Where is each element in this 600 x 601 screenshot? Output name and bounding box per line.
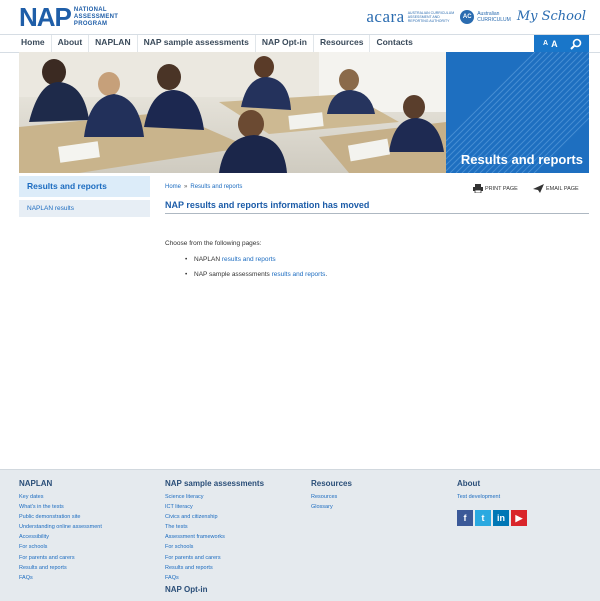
footer-link[interactable]: Results and reports	[19, 564, 67, 571]
printer-icon	[473, 184, 483, 193]
email-page-label: EMAIL PAGE	[546, 185, 579, 192]
main-nav	[0, 34, 600, 53]
print-page-label: PRINT PAGE	[485, 185, 518, 192]
myschool-logo[interactable]: My School	[516, 9, 586, 24]
breadcrumb	[165, 184, 242, 190]
footer-link[interactable]: FAQs	[19, 574, 33, 581]
acara-sub-2: ASSESSMENT AND	[407, 14, 440, 19]
footer-link[interactable]: Glossary	[311, 504, 333, 511]
font-size-small-button[interactable]: A	[543, 40, 549, 47]
footer-heading[interactable]: Resources	[311, 479, 352, 488]
social-links	[457, 510, 527, 526]
logo-wordmark: NAP	[19, 2, 71, 32]
footer-link[interactable]: Test development	[457, 494, 501, 500]
footer-heading[interactable]: NAPLAN	[19, 479, 53, 488]
intro-text: Choose from the following pages:	[165, 240, 262, 247]
nav-about[interactable]: About	[52, 35, 90, 52]
logo-subtitle	[74, 7, 118, 28]
classroom-photo	[19, 52, 446, 173]
page-tools	[534, 35, 589, 52]
acara-subtitle	[408, 11, 454, 23]
footer-link[interactable]: Resources	[311, 494, 338, 500]
ac-text-1: Australian	[477, 10, 500, 17]
print-page-button[interactable]	[473, 184, 518, 193]
nav-resources[interactable]: Resources	[314, 35, 370, 52]
nav-nap-opt-in[interactable]: NAP Opt-in	[256, 35, 314, 52]
footer-link[interactable]: ICT literacy	[165, 504, 193, 511]
banner-title: Results and reports	[460, 152, 583, 167]
partner-logos	[366, 8, 586, 25]
footer-link[interactable]: Key dates	[19, 494, 44, 500]
facebook-icon[interactable]: f	[457, 510, 473, 526]
nav-home[interactable]: Home	[15, 35, 52, 52]
footer-link[interactable]: FAQs	[165, 574, 179, 581]
nap-logo[interactable]	[19, 4, 118, 30]
paper-plane-icon	[533, 184, 544, 193]
list-item-suffix: .	[325, 271, 328, 278]
acara-sub-1: AUSTRALIAN CURRICULUM	[407, 10, 455, 15]
sidebar-item-naplan-results[interactable]: NAPLAN results	[19, 200, 150, 217]
nav-items	[15, 35, 419, 52]
breadcrumb-separator-icon: »	[184, 184, 188, 190]
nap-sample-results-link[interactable]: results and reports	[271, 271, 326, 278]
list-item-prefix: NAP sample assessments	[194, 271, 272, 278]
list-item	[185, 255, 327, 270]
footer-link[interactable]: What's in the tests	[19, 504, 64, 511]
footer-link[interactable]: The tests	[165, 524, 188, 531]
nav-contacts[interactable]: Contacts	[376, 37, 413, 47]
hero-banner	[19, 52, 589, 173]
footer-link[interactable]: Science literacy	[165, 494, 204, 500]
nav-nap-sample-assessments[interactable]: NAP sample assessments	[138, 35, 256, 52]
site-header	[0, 0, 600, 34]
banner-title-panel	[446, 52, 589, 173]
site-footer	[0, 469, 600, 601]
search-icon[interactable]	[570, 38, 582, 50]
page-title: NAP results and reports information has moved	[165, 200, 370, 210]
title-divider	[165, 213, 589, 214]
footer-heading[interactable]: About	[457, 479, 481, 488]
logo-line-1: NATIONAL	[73, 6, 107, 13]
logo-line-2: ASSESSMENT	[73, 13, 119, 20]
footer-column-nap-sample	[165, 479, 264, 594]
footer-column-about	[457, 479, 527, 526]
nav-naplan[interactable]: NAPLAN	[89, 35, 137, 52]
footer-link[interactable]: Public demonstration site	[19, 514, 81, 521]
australian-curriculum-logo[interactable]	[460, 10, 511, 24]
bullet-icon: •	[185, 271, 188, 278]
acara-logo[interactable]	[366, 8, 454, 25]
ac-badge: AC	[460, 10, 474, 24]
youtube-icon[interactable]: ▶	[511, 510, 527, 526]
footer-heading-nap-opt-in[interactable]: NAP Opt-in	[165, 584, 208, 594]
acara-sub-3: REPORTING AUTHORITY	[407, 18, 450, 23]
footer-column-naplan	[19, 479, 102, 583]
linkedin-icon[interactable]: in	[493, 510, 509, 526]
footer-link[interactable]: Accessibility	[19, 534, 49, 541]
footer-link[interactable]: For schools	[165, 544, 194, 551]
email-page-button[interactable]	[533, 184, 579, 193]
list-item-prefix: NAPLAN	[194, 256, 222, 263]
logo-line-3: PROGRAM	[73, 20, 108, 27]
font-size-large-button[interactable]: A	[551, 38, 558, 49]
footer-link[interactable]: For schools	[19, 544, 48, 551]
footer-link[interactable]: Understanding online assessment	[19, 524, 102, 531]
footer-link[interactable]: For parents and carers	[165, 554, 221, 561]
twitter-icon[interactable]: t	[475, 510, 491, 526]
footer-heading[interactable]: NAP sample assessments	[165, 479, 265, 488]
footer-link[interactable]: For parents and carers	[19, 554, 75, 561]
footer-link[interactable]: Civics and citizenship	[165, 514, 218, 521]
list-item	[185, 270, 327, 285]
footer-link[interactable]: Results and reports	[165, 564, 213, 571]
naplan-results-link[interactable]: results and reports	[221, 256, 276, 263]
acara-wordmark: acara	[366, 7, 405, 26]
footer-link[interactable]: Assessment frameworks	[165, 534, 225, 541]
breadcrumb-results-and-reports[interactable]: Results and reports	[190, 184, 243, 190]
ac-text	[477, 11, 511, 23]
sidebar	[19, 176, 150, 217]
bullet-icon: •	[185, 256, 188, 263]
page-links-list	[185, 255, 327, 285]
footer-column-resources	[311, 479, 352, 512]
ac-text-2: CURRICULUM	[477, 16, 511, 23]
sidebar-heading[interactable]: Results and reports	[19, 176, 150, 197]
breadcrumb-home[interactable]: Home	[165, 184, 182, 190]
